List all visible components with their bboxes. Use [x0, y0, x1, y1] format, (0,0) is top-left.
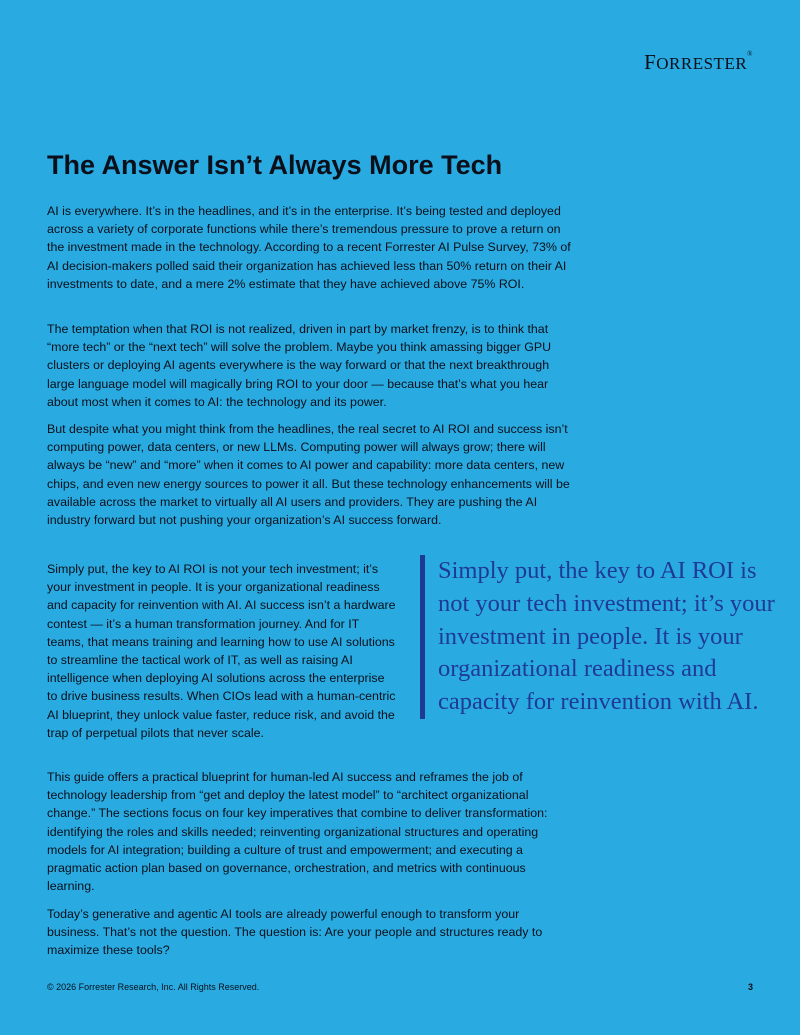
footer — [47, 982, 753, 992]
paragraph-1: AI is everywhere. It’s in the headlines, and it’s in the enterprise. It’s being tested and deployed across a variety of corporate functions while there’s tremendous pressure to prove a return on the investment made in the technology. According to a recent Forrester AI Pulse Survey, 73% of AI decision-makers polled said their organization has achieved less than 50% return on their AI investments to date, and a mere 2% estimate that they have achieved above 75% ROI. — [47, 204, 571, 291]
paragraph-2: The temptation when that ROI is not realized, driven in part by market frenzy, is to think that “more tech” or the “next tech” will solve the problem. Maybe you think amassing bigger GPU clusters or deploying AI agents everywhere is the way forward or that the next breakthrough large language model will magically bring ROI to your door — because that’s what you hear about most when it comes to AI: the technology and its power. — [47, 322, 552, 409]
paragraph-5: This guide offers a practical blueprint for human-led AI success and reframes the job of technology leadership from “get and deploy the latest model” to “architect organizational change.” The sections focus on four key imperatives that combine to deliver transformation: identifying the roles and skills needed; reinventing organizational structures and operating models for AI integration; building a culture of trust and empowerment; and executing a pragmatic action plan based on governance, orchestration, and metrics with continuous learning. — [47, 770, 548, 894]
pull-quote — [420, 555, 783, 719]
paragraph-4: Simply put, the key to AI ROI is not your tech investment; it’s your investment in people. It is your organizational readiness and capacity for reinvention with AI. AI success isn’t a hardware contest — it’s a human transformation journey. And for IT teams, that means training and learning how to use AI solutions to streamline the tactical work of IT, as well as raising AI intelligence when deploying AI solutions across the enterprise to drive business results. When CIOs lead with a human-centric AI blueprint, they unlock value faster, reduce risk, and avoid the trap of perpetual pilots that never scale. — [47, 562, 396, 740]
paragraph-6: Today’s generative and agentic AI tools are already powerful enough to transform your business. That’s not the question. The question is: Are your people and structures ready to maximize these tools? — [47, 907, 543, 958]
page-number: 3 — [747, 982, 753, 992]
forrester-logo — [644, 50, 753, 75]
paragraph-3: But despite what you might think from the headlines, the real secret to AI ROI and success isn’t computing power, data centers, or new LLMs. Computing power will always grow; there will always be “new” and “more” when it comes to AI power and capability: more data centers, new chips, and even new energy sources to power it all. But these technology enhancements will be available across the market to virtually all AI users and providers. They are pushing the AI industry forward but not pushing your organization’s AI success forward. — [47, 422, 570, 528]
page-title: The Answer Isn’t Always More Tech — [47, 150, 503, 180]
logo-initial: F — [644, 50, 657, 74]
copyright-text: © 2026 Forrester Research, Inc. All Rights Reserved. — [47, 982, 260, 992]
logo-registered-mark: ® — [747, 50, 753, 58]
pull-quote-text: Simply put, the key to AI ROI is not your tech investment; it’s your investment in people. It is your organizational readiness and capacity for reinvention with AI. — [438, 557, 775, 716]
logo-rest: ORRESTER — [656, 54, 748, 73]
